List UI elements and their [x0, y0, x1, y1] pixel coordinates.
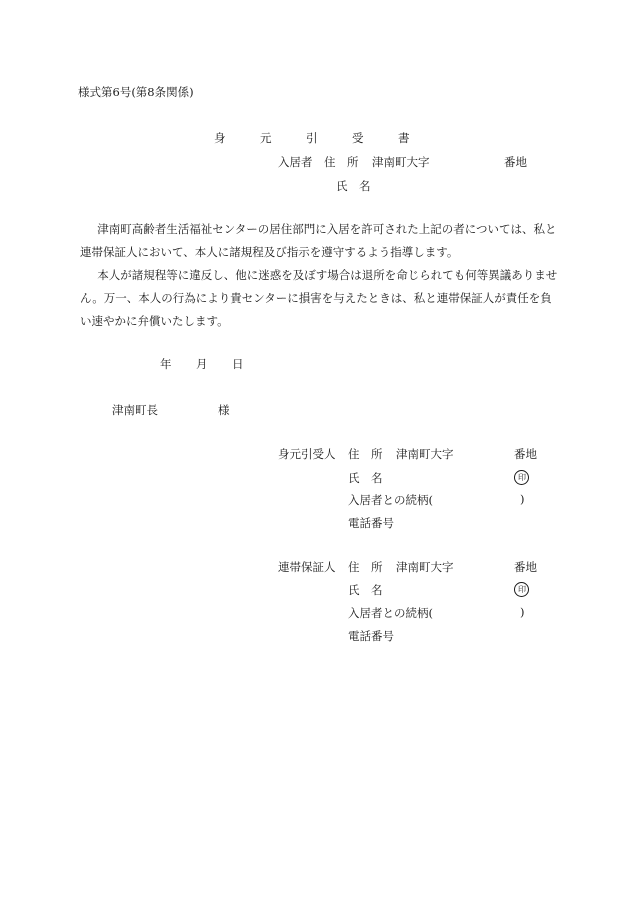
guarantor-seal	[514, 469, 529, 485]
body-paragraph-2: 本人が諸規程等に違反し、他に迷惑を及ぼす場合は退所を命じられても何等異議ありません。万一、本人の行為により貴センターに損害を与えたときは、私と連帯保証人が責任を負い速やかに弁償いたします。	[80, 268, 558, 328]
joint-guarantor-address-label: 住 所	[348, 560, 383, 574]
guarantor-name-label: 氏 名	[348, 471, 383, 485]
joint-guarantor-name-label: 氏 名	[348, 583, 383, 597]
date-day: 日	[232, 357, 244, 371]
seal-mark: 印	[514, 470, 529, 485]
addressee-name: 津南町長	[112, 403, 158, 417]
joint-guarantor-address-value: 津南町大字	[396, 560, 454, 574]
resident-name-label: 氏 名	[336, 179, 371, 193]
guarantor-address-value: 津南町大字	[396, 447, 454, 461]
joint-guarantor-relation-label: 入居者との続柄(	[348, 606, 433, 620]
joint-guarantor-relation-close: )	[520, 605, 525, 619]
date-year: 年	[160, 357, 172, 371]
title-char: 書	[398, 131, 410, 145]
addressee-honorific: 様	[218, 403, 230, 417]
resident-label: 入居者	[278, 155, 313, 169]
guarantor-role: 身元引受人	[278, 447, 336, 461]
title-char: 身	[214, 131, 226, 145]
resident-address-value: 津南町大字	[372, 155, 430, 169]
joint-guarantor-lot-label: 番地	[514, 560, 537, 574]
joint-guarantor-role: 連帯保証人	[278, 560, 336, 574]
title-char: 引	[306, 131, 318, 145]
guarantor-relation-label: 入居者との続柄(	[348, 493, 433, 507]
body-text	[80, 218, 560, 333]
guarantor-lot-label: 番地	[514, 447, 537, 461]
guarantor-relation-close: )	[520, 492, 525, 506]
guarantor-phone-label: 電話番号	[348, 516, 394, 530]
form-number-header: 様式第6号(第8条関係)	[78, 85, 194, 99]
resident-address-label: 住 所	[324, 155, 359, 169]
date-month: 月	[196, 357, 208, 371]
body-paragraph-1: 津南町高齢者生活福祉センターの居住部門に入居を許可された上記の者については、私と連帯保証人において、本人に諸規程及び指示を遵守するよう指導します。	[80, 222, 557, 259]
title-char: 受	[352, 131, 364, 145]
title-char: 元	[260, 131, 272, 145]
seal-mark: 印	[514, 582, 529, 597]
document-title	[214, 130, 410, 146]
resident-lot-label: 番地	[504, 155, 527, 169]
joint-guarantor-seal	[514, 581, 529, 597]
joint-guarantor-phone-label: 電話番号	[348, 629, 394, 643]
guarantor-address-label: 住 所	[348, 447, 383, 461]
